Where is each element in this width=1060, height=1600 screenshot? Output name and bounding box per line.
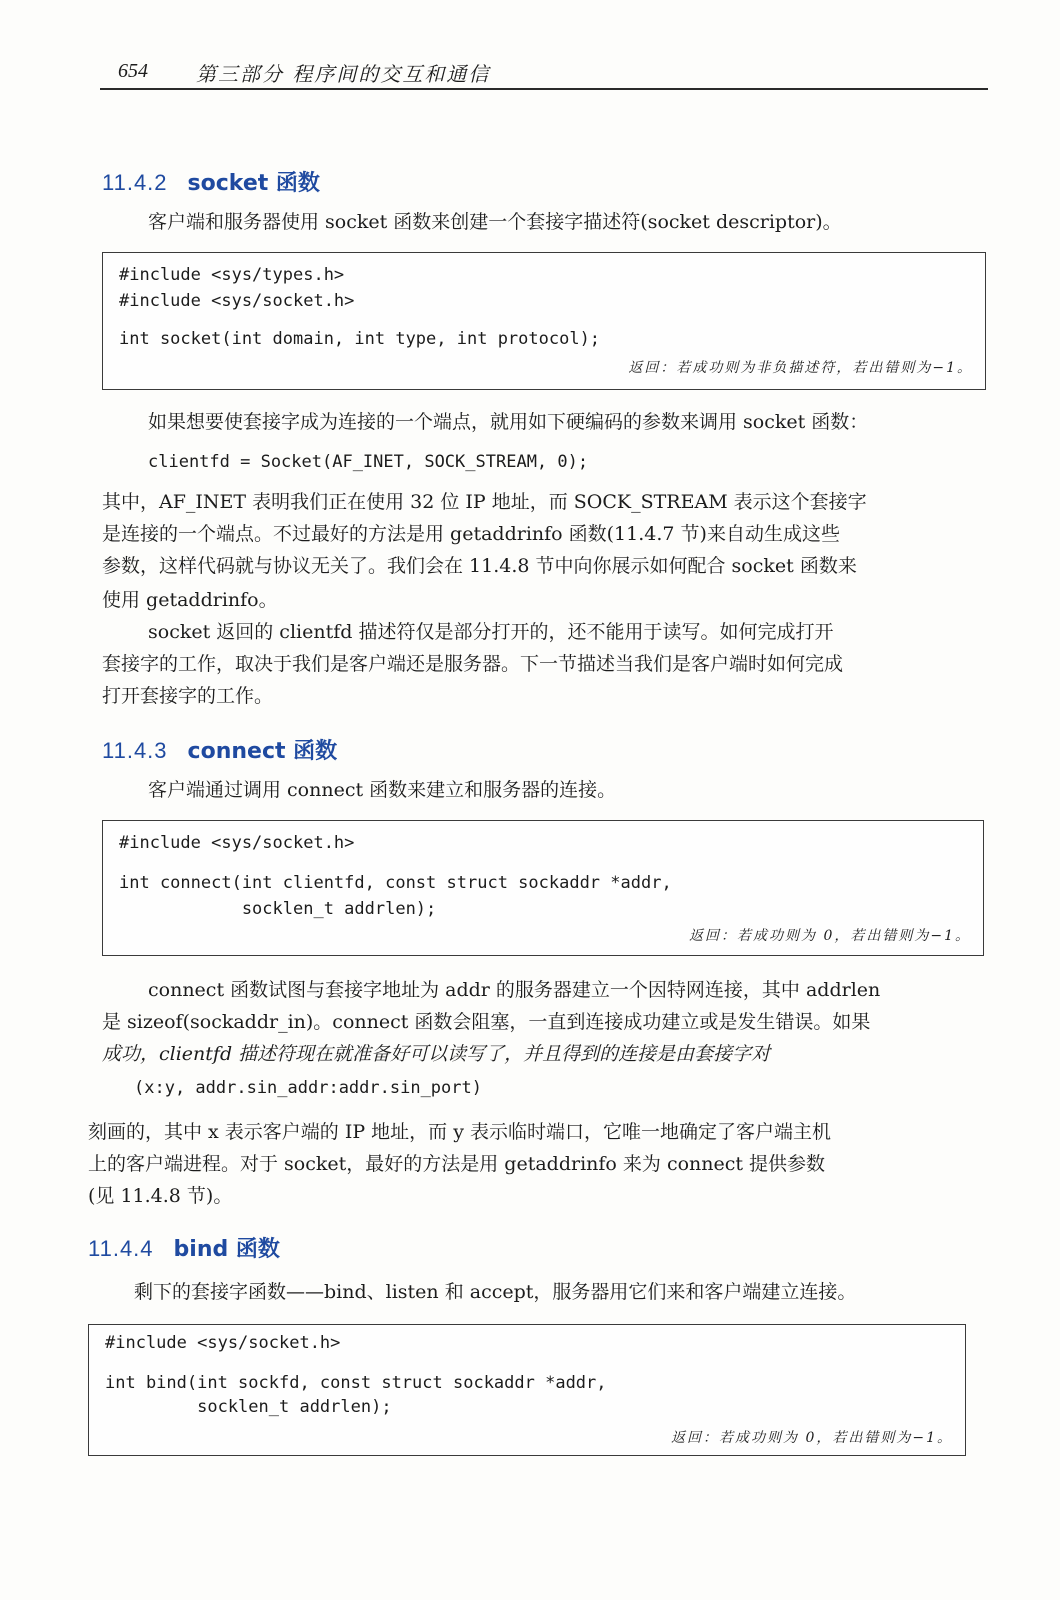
code-line: #include <sys/socket.h>: [119, 291, 355, 311]
code-line: #include <sys/socket.h>: [119, 833, 355, 853]
connect-para-2-line: 上的客户端进程。对于 socket，最好的方法是用 getaddrinfo 来为 connect 提供参数: [88, 1153, 826, 1175]
socket-para-2-line: 参数，这样代码就与协议无关了。我们会在 11.4.8 节中向你展示如何配合 socket 函数来: [102, 555, 857, 577]
return-note: 返回：若成功则为 0，若出错则为−1。: [689, 928, 971, 944]
section-number: 11.4.4: [88, 1236, 154, 1261]
section-heading-11-4-4: [88, 1232, 280, 1263]
page-number: 654: [118, 60, 148, 82]
socket-para-3-line: 套接字的工作，取决于我们是客户端还是服务器。下一节描述当我们是客户端时如何完成: [102, 653, 844, 675]
section-number: 11.4.3: [102, 738, 168, 763]
bind-intro: 剩下的套接字函数——bind、listen 和 accept，服务器用它们来和客户端建立连接。: [134, 1281, 857, 1303]
part-title: 第三部分 程序间的交互和通信: [196, 62, 491, 86]
socket-para-3-line: socket 返回的 clientfd 描述符仅是部分打开的，还不能用于读写。如何完成打开: [148, 621, 834, 643]
code-line: #include <sys/socket.h>: [105, 1333, 341, 1353]
connect-para-2-line: (见 11.4.8 节)。: [88, 1185, 233, 1207]
connect-para-2-line: 刻画的，其中 x 表示客户端的 IP 地址，而 y 表示临时端口，它唯一地确定了客户端主机: [88, 1121, 831, 1143]
section-title: connect 函数: [187, 739, 338, 764]
socket-example-code: clientfd = Socket(AF_INET, SOCK_STREAM, 0);: [148, 452, 589, 472]
connect-para-1-line: connect 函数试图与套接字地址为 addr 的服务器建立一个因特网连接，其中 addrlen: [148, 979, 881, 1001]
connect-para-1-line: 成功，clientfd 描述符现在就准备好可以读写了，并且得到的连接是由套接字对: [102, 1043, 771, 1065]
section-number: 11.4.2: [102, 170, 168, 195]
code-line: #include <sys/types.h>: [119, 265, 345, 285]
socket-para-2-line: 使用 getaddrinfo。: [102, 589, 278, 611]
return-note: 返回：若成功则为 0，若出错则为−1。: [671, 1430, 953, 1446]
running-head: [100, 52, 988, 90]
code-line: socklen_t addrlen);: [119, 899, 437, 919]
section-title: bind 函数: [173, 1237, 280, 1262]
socket-para-3-line: 打开套接字的工作。: [102, 685, 274, 707]
socket-para-1: 如果想要使套接字成为连接的一个端点，就用如下硬编码的参数来调用 socket 函数：: [148, 411, 869, 433]
socket-prototype-box: [102, 252, 986, 390]
section-heading-11-4-3: [102, 734, 337, 765]
socket-para-2-line: 其中，AF_INET 表明我们正在使用 32 位 IP 地址，而 SOCK_STREAM 表示这个套接字: [102, 491, 867, 513]
code-line: int connect(int clientfd, const struct sockaddr *addr,: [119, 873, 672, 893]
section-title: socket 函数: [187, 171, 320, 196]
socket-pair-code: (x:y, addr.sin_addr:addr.sin_port): [134, 1078, 482, 1098]
code-line: int bind(int sockfd, const struct sockaddr *addr,: [105, 1373, 607, 1393]
connect-para-1-line: 是 sizeof(sockaddr_in)。connect 函数会阻塞，一直到连接成功建立或是发生错误。如果: [102, 1011, 871, 1033]
connect-intro: 客户端通过调用 connect 函数来建立和服务器的连接。: [148, 779, 617, 801]
socket-intro: 客户端和服务器使用 socket 函数来创建一个套接字描述符(socket descriptor)。: [148, 211, 842, 233]
section-heading-11-4-2: [102, 166, 320, 197]
socket-para-2-line: 是连接的一个端点。不过最好的方法是用 getaddrinfo 函数(11.4.7 节)来自动生成这些: [102, 523, 840, 545]
bind-prototype-box: [88, 1324, 966, 1456]
connect-prototype-box: [102, 820, 984, 956]
code-line: int socket(int domain, int type, int protocol);: [119, 329, 601, 349]
return-note: 返回：若成功则为非负描述符，若出错则为−1。: [628, 360, 973, 376]
code-line: socklen_t addrlen);: [105, 1397, 392, 1417]
